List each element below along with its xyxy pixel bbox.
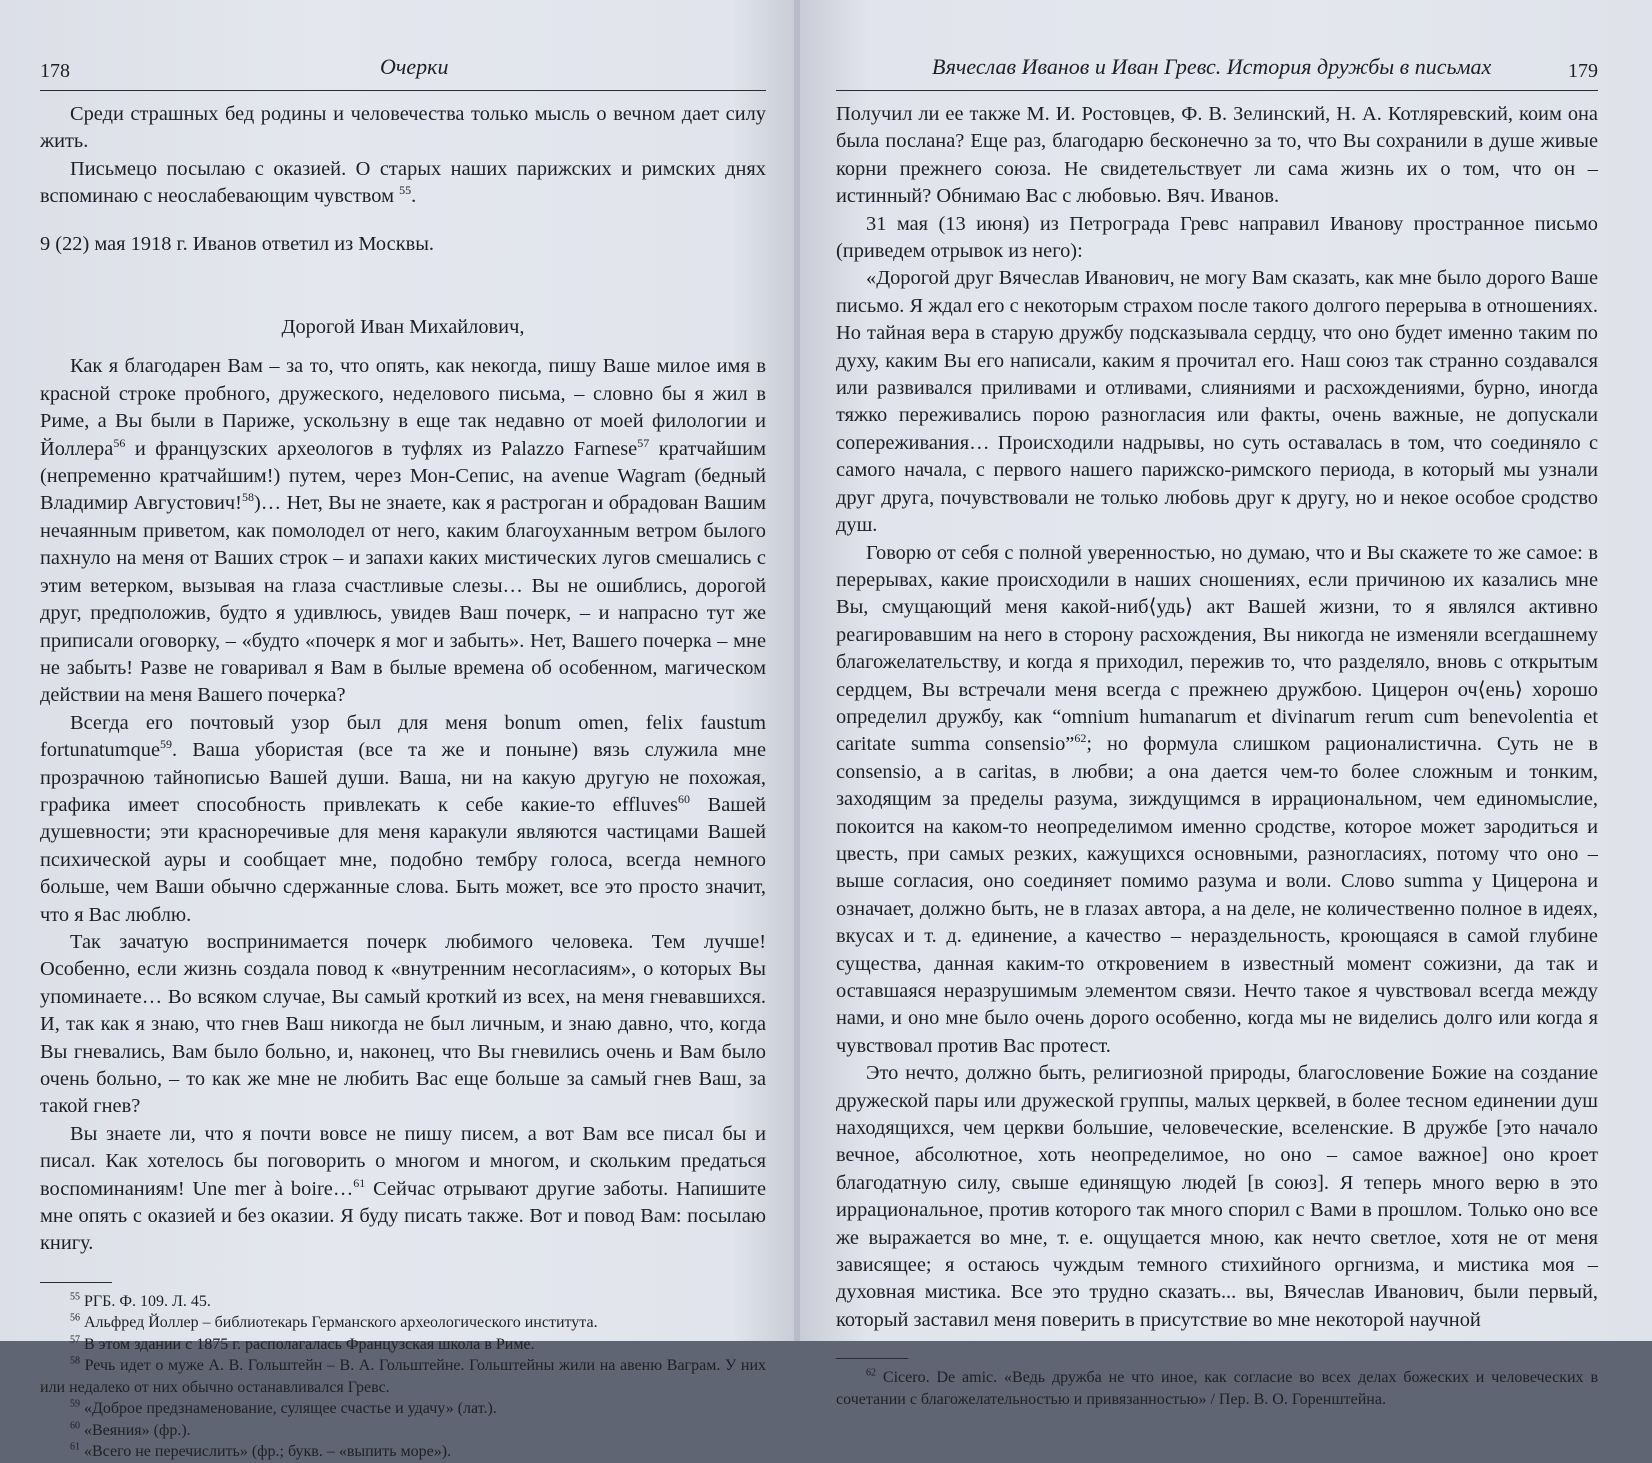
footnote-ref: 60 — [677, 792, 690, 807]
running-title: Очерки — [380, 54, 449, 79]
paragraph: Говорю от себя с полной уверенностью, но думаю, что и Вы скажете то же самое: в перерывах, какие происходили в наших сношениях, если причиною их казались мне Вы, смущающий меня какой-ниб⟨удь⟩ акт Вашей жизни, то я являлся активно реагировавшим на него в сторону расхождения, Вы никогда не изменяли всегдашнему благожелательству, и когда я приходил, пережив то, что разделяло, вновь с открытым сердцем, Вы встречали меня всегда с прежнею дружбою. Цицерон оч⟨ень⟩ хорошо определил дружбу, как “omnium humanarum et divinarum rerum cum benevolentia et caritate summa consensio”$^{62}$; но формула слишком рационалистична. Суть не в consensio, а в caritas, в любви; а она дается чем-то более сложным и тонким, заходящим за пределы разума, зиждущимся в иррациональном, чем единомыслие, покоится на каком-то неопределимом именно сродстве, которое может зародиться и цвесть, при самых резких, кажущихся основными, разногласиях, потому что оно – выше согласия, оно соединяет помимо разума и воли. Слово summa у Цицерона и означает, должно быть, не в глазах автора, а на деле, не количественно полное в идеях, вкусах и т. д. единение, а качество – нераздельность, кроющаяся в самой глубине существа, данная каким-то откровением в известный момент сожизни, да так и оставшаяся неразрушимым элементом связи. Нечто такое я чувствовал всегда между нами, и оно мне было очень дорого особенно, когда мы не виделись долго или когда я чувствовал против Вас протест. — [836, 541, 1598, 1057]
paragraph: Это нечто, должно быть, религиозной природы, благословение Божие на создание дружеской пары или дружеской группы, малых церквей, в более тесном единении душ находящихся, чем церкви большие, человеческие, вселенские. В дружбе [это начало вечное, абсолютное, хоть неопределимое, но оно – самое важное] оно кроет благодатную силу, свыше единящую людей [в союз]. Я теперь много верю в это иррациональное, против которого так много спорил с Вами в прошлом. Только оно все же выражается во мне, т. е. ощущается мною, как нечто светлое, хотя не от меня зависящее; я остаюсь чуждым темного стихийного оргнизма, и мистика моя – духовная мистика. Все это трудно сказать... вы, Вячеслав Иванович, были первый, который заставил меня поверить в присутствие во мне некоторой научной — [836, 1062, 1598, 1331]
left-page-header — [40, 52, 766, 86]
footnote: $^{61}$ «Всего не перечислить» (фр.; букв. – «выпить море»). — [70, 1442, 452, 1461]
footnote-rule — [40, 1282, 112, 1283]
paragraph: Вы знаете ли, что я почти вовсе не пишу писем, а вот Вам все писал бы и писал. Как хотелось бы поговорить о многом и многом, и скольким предаться воспоминаниям! Une mer à boire…$^{61}$ Сейчас отрывают другие заботы. Напишите мне опять с оказией и без оказии. Я буду писать также. Вот и повод Вам: посылаю книгу. — [40, 1122, 766, 1255]
footnotes — [40, 1291, 766, 1463]
footnote: $^{57}$ В этом здании с 1875 г. располагалась Французская школа в Риме. — [70, 1334, 535, 1353]
footnote: $^{59}$ «Доброе предзнаменование, сулящее счастье и удачу» (лат.). — [70, 1399, 497, 1418]
paragraph: Среди страшных бед родины и человечества только мысль о вечном дает силу жить. — [40, 103, 766, 153]
footnote-ref: 59 — [160, 737, 173, 752]
footnote: $^{56}$ Альфред Йоллер – библиотекарь Германского археологического института. — [70, 1313, 598, 1332]
paragraph: Получил ли ее также М. И. Ростовцев, Ф. В. Зелинский, Н. А. Котляревский, коим она была послана? Еще раз, благодарю бесконечно за то, что Вы сохранили в душе живые корни прежнего союза. Не свидетельствует ли сама жизнь их о том, что он – истинный? Обнимаю Вас с любовью. Вяч. Иванов. — [836, 103, 1598, 208]
paragraph: Как я благодарен Вам – за то, что опять, как некогда, пишу Ваше милое имя в красной строке пробного, дружеского, неделового письма, – словно бы я жил в Риме, а Вы были в Париже, ускользну в еще так недавно от моей филологии и Йоллера$^{56}$ и французских археологов в туфлях из Palazzo Farnese$^{57}$ кратчайшим (непременно кратчайшим!) путем, через Мон-Сепис, на avenue Wagram (бедный Владимир Августович!$^{58}$)… Нет, Вы не знаете, как я растроган и обрадован Вашим нечаянным приветом, как помолодел от него, каким благоуханным ветром былого пахнуло на меня от Ваших строк – и запахи каких мистических лугов смешались с этим ветерком, вызывая на глаза счастливые слезы… Вы не ошиблись, дорогой друг, предположив, будто я удивлюсь, увидев Ваш почерк, – и напрасно тут же приписали оговорку, – «будто «почерк я мог и забыть». Нет, Вашего почерка – мне не забыть! Разве не говаривал я Вам в былые времена об особенном, магическом действии на меня Вашего почерка? — [40, 355, 766, 707]
page-number: 179 — [1568, 60, 1598, 82]
paragraph: 31 мая (13 июня) из Петрограда Гревс направил Иванову пространное письмо (приведем отрывок из него): — [836, 212, 1598, 263]
footnote-rule — [836, 1358, 908, 1359]
footnotes — [836, 1367, 1598, 1410]
footnote-ref: 58 — [241, 490, 254, 505]
header-rule — [836, 90, 1598, 91]
footnote: $^{62}$ Cicero. De amic. «Ведь дружба не что иное, как согласие во всех делах божеских и человеческих в сочетании с благожелательностью и привязанностью» / Пер. В. О. Горенштейна. — [836, 1367, 1599, 1408]
paragraph: Всегда его почтовый узор был для меня bonum omen, felix faustum fortunatumque$^{59}$. Ваша убористая (все та же и поныне) вязь служила мне прозрачною тайнописью Вашей души. Ваша, ни на какую другую не похожая, графика имеет способность привлекать к себе какие-то effluves$^{60}$ Вашей душевности; эти красноречивые для меня каракули являются частицами Вашей психической ауры и сообщает мне, подобно тембру голоса, всегда немного больше, чем Ваши обычно сдержанные слова. Быть может, все это просто значит, что я Вас люблю. — [40, 711, 766, 926]
footnote-ref: 55 — [399, 183, 412, 198]
footnote-ref: 56 — [113, 435, 126, 450]
footnote: $^{60}$ «Веяния» (фр.). — [70, 1420, 191, 1439]
paragraph: Письмецо посылаю с оказией. О старых наших парижских и римских днях вспоминаю с неослабевающим чувством $^{55}$. — [40, 157, 766, 208]
footnote-ref: 57 — [637, 435, 650, 450]
running-title: Вячеслав Иванов и Иван Гревс. История дружбы в письмах — [932, 54, 1492, 79]
header-rule — [40, 90, 766, 91]
paragraph: «Дорогой друг Вячеслав Иванович, не могу Вам сказать, как мне было дорого Ваше письмо. Я ждал его с некоторым страхом после такого долгого перерыва в отношениях. Но тайная вера в старую дружбу подсказывала сердцу, что оно будет именно таким по духу, каким Вы его написали, каким я прочитал его. Наш союз так странно создавался или развивался приливами и отливами, слияниями и расхождениями, бурно, иногда тяжко переживались порою разногласия или факты, очень важные, не допускали сопереживания… Происходили надрывы, но суть оставалась в том, что соединяло с самого начала, с первого нашего парижско-римского периода, в который мы узнали друг друга, почувствовали не только любовь друг к другу, но и некое особое сродство душ. — [836, 267, 1598, 537]
right-page-header — [836, 52, 1598, 86]
right-page-body — [836, 101, 1598, 1334]
right-page — [800, 0, 1652, 1408]
left-page-body — [40, 101, 766, 1258]
paragraph: 9 (22) мая 1918 г. Иванов ответил из Москвы. — [40, 232, 435, 255]
footnote: $^{55}$ РГБ. Ф. 109. Л. 45. — [70, 1291, 211, 1310]
footnote-ref: 61 — [353, 1175, 366, 1190]
left-page — [0, 0, 796, 1461]
letter-salutation: Дорогой Иван Михайлович, — [281, 316, 525, 339]
footnote: $^{58}$ Речь идет о муже А. В. Гольштейн – В. А. Гольштейне. Гольштейны жили на авеню Ваграм. У них или недалеко от них обычно останавливался Гревс. — [40, 1356, 767, 1396]
page-number: 178 — [40, 60, 70, 82]
footnote-ref: 62 — [1074, 731, 1087, 746]
paragraph: Так зачатую воспринимается почерк любимого человека. Тем лучше! Особенно, если жизнь создала повод к «внутренним несогласиям», о которых Вы упоминаете… Во всяком случае, Вы самый кроткий из всех, на меня гневавшихся. И, так как я знаю, что гнев Ваш никогда не был личным, и знаю давно, что, когда Вы гневались, Вам было больно, и, наконец, что Вы гневились очень и Вам было очень больно, – то как же мне не любить Вас еще больше за самый гнев Ваш, за такой гнев? — [40, 930, 766, 1118]
